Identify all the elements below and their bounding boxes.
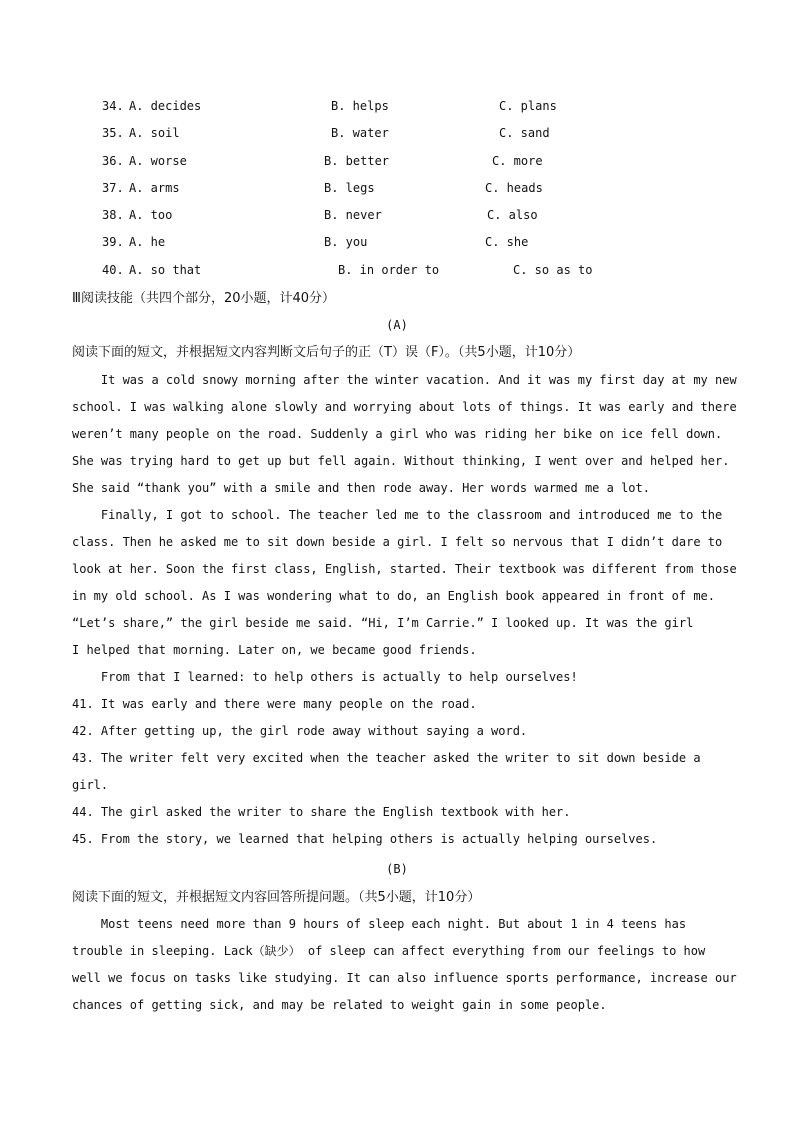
passage-line: chances of getting sick, and may be related to weight gain in some people. bbox=[72, 998, 607, 1012]
option-c: C. also bbox=[487, 208, 538, 222]
passage-line: well we focus on tasks like studying. It can also influence sports performance, increase our bbox=[72, 971, 737, 985]
option-number: 40. bbox=[102, 263, 124, 277]
option-c: C. plans bbox=[499, 99, 557, 113]
question-42: 42. After getting up, the girl rode away without saying a word. bbox=[72, 724, 528, 738]
option-b: B. legs bbox=[324, 181, 375, 195]
passage-line: I helped that morning. Later on, we became good friends. bbox=[72, 643, 477, 657]
option-b: B. never bbox=[324, 208, 382, 222]
option-c: C. heads bbox=[485, 181, 543, 195]
option-number: 35. bbox=[102, 126, 124, 140]
passage-line: Finally, I got to school. The teacher led me to the classroom and introduced me to the bbox=[72, 508, 723, 522]
option-c: C. so as to bbox=[513, 263, 593, 277]
option-b: B. you bbox=[324, 235, 368, 249]
option-c: C. she bbox=[485, 235, 529, 249]
option-a: A. decides bbox=[129, 99, 202, 113]
option-a: A. worse bbox=[129, 154, 187, 168]
passage-line: “Let’s share,” the girl beside me said. “Hi, I’m Carrie.” I looked up. It was the girl bbox=[72, 616, 694, 630]
option-a: A. soil bbox=[129, 126, 180, 140]
passage-line: She was trying hard to get up but fell again. Without thinking, I went over and helped her. bbox=[72, 454, 730, 468]
passage-line: It was a cold snowy morning after the winter vacation. And it was my first day at my new bbox=[72, 373, 737, 387]
part-b-passage bbox=[72, 911, 737, 1019]
option-number: 39. bbox=[102, 235, 124, 249]
passage-line: Most teens need more than 9 hours of sleep each night. But about 1 in 4 teens has bbox=[72, 917, 687, 931]
passage-line: She said “thank you” with a smile and then rode away. Her words warmed me a lot. bbox=[72, 481, 650, 495]
passage-line: school. I was walking alone slowly and worrying about lots of things. It was early and there bbox=[72, 400, 737, 414]
passage-line: look at her. Soon the first class, English, started. Their textbook was different from those bbox=[72, 562, 737, 576]
option-b: B. better bbox=[324, 154, 390, 168]
option-number: 38. bbox=[102, 208, 124, 222]
passage-line: in my old school. As I was wondering what to do, an English book appeared in front of me. bbox=[72, 589, 715, 603]
passage-line: From that I learned: to help others is actually to help ourselves! bbox=[72, 670, 578, 684]
option-a: A. he bbox=[129, 235, 166, 249]
question-43-cont: girl. bbox=[72, 778, 109, 792]
question-41: 41. It was early and there were many people on the road. bbox=[72, 697, 477, 711]
question-44: 44. The girl asked the writer to share the English textbook with her. bbox=[72, 805, 571, 819]
option-number: 36. bbox=[102, 154, 124, 168]
part-a-passage bbox=[72, 367, 737, 853]
part-b-instruction: 阅读下面的短文，并根据短文内容回答所提问题。（共5小题，计10分） bbox=[72, 890, 481, 905]
option-a: A. so that bbox=[129, 263, 202, 277]
option-a: A. too bbox=[129, 208, 173, 222]
option-c: C. more bbox=[492, 154, 543, 168]
passage-line: trouble in sleeping. Lack（缺少） of sleep can affect everything from our feelings to how bbox=[72, 944, 706, 958]
option-c: C. sand bbox=[499, 126, 550, 140]
part-b-label: (B) bbox=[386, 862, 408, 876]
option-a: A. arms bbox=[129, 181, 180, 195]
option-number: 37. bbox=[102, 181, 124, 195]
option-b: B. helps bbox=[331, 99, 389, 113]
part-a-instruction: 阅读下面的短文，并根据短文内容判断文后句子的正（T）误（F）。（共5小题，计10分） bbox=[72, 345, 581, 360]
part-a-label: (A) bbox=[386, 318, 408, 332]
option-b: B. water bbox=[331, 126, 389, 140]
passage-line: weren’t many people on the road. Suddenly a girl who was riding her bike on ice fell down. bbox=[72, 427, 723, 441]
question-45: 45. From the story, we learned that helping others is actually helping ourselves. bbox=[72, 832, 658, 846]
option-number: 34. bbox=[102, 99, 124, 113]
option-b: B. in order to bbox=[338, 263, 440, 277]
question-43: 43. The writer felt very excited when the teacher asked the writer to sit down beside a bbox=[72, 751, 701, 765]
passage-line: class. Then he asked me to sit down beside a girl. I felt so nervous that I didn’t dare to bbox=[72, 535, 723, 549]
section-title: Ⅲ阅读技能（共四个部分，20小题，计40分） bbox=[72, 291, 336, 306]
